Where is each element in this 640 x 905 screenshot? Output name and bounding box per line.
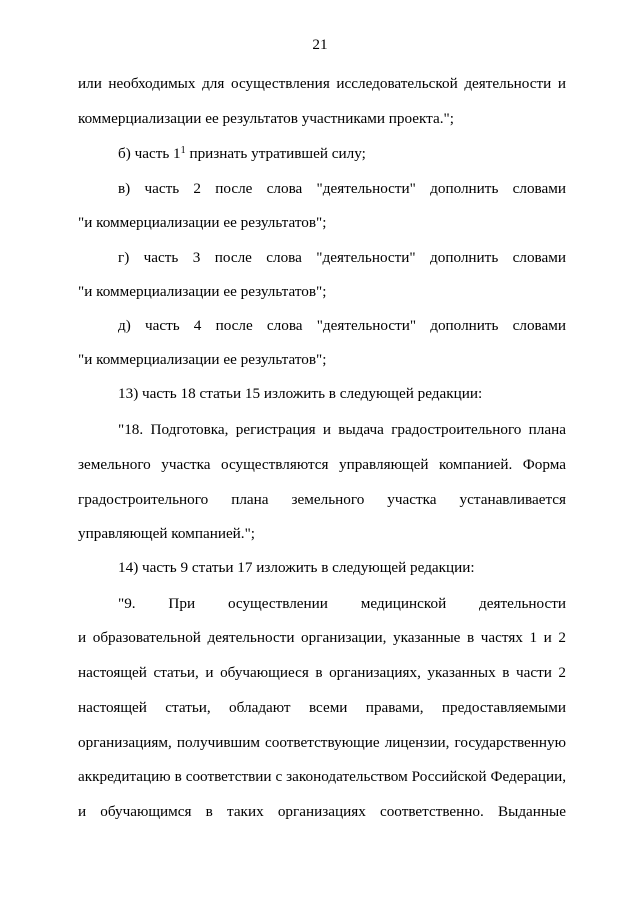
text-line: д) часть 4 после слова "деятельности" дополнить словами [118,317,566,334]
text-line: и образовательной деятельности организации, указанные в частях 1 и 2 [78,629,566,646]
text-segment: признать утратившей силу; [185,145,366,162]
text-line: г) часть 3 после слова "деятельности" дополнить словами [118,249,566,266]
text-line: 13) часть 18 статьи 15 изложить в следующей редакции: [118,385,483,402]
text-line: "и коммерциализации ее результатов"; [78,351,327,368]
text-line: в) часть 2 после слова "деятельности" дополнить словами [118,180,566,197]
text-line: настоящей статьи, и обучающиеся в организациях, указанных в части 2 [78,664,566,681]
text-line: градостроительного плана земельного участка устанавливается [78,491,566,508]
text-line: коммерциализации ее результатов участниками проекта."; [78,110,454,127]
text-line: земельного участка осуществляются управляющей компанией. Форма [78,456,566,473]
text-line: 14) часть 9 статьи 17 изложить в следующей редакции: [118,559,475,576]
text-line: аккредитацию в соответствии с законодательством Российской Федерации, [78,768,566,785]
page-number: 21 [312,36,328,53]
text-line: или необходимых для осуществления исследовательской деятельности и [78,75,566,92]
text-line [118,144,566,164]
text-line: организациям, получившим соответствующие лицензии, государственную [78,734,566,751]
superscript: 1 [180,145,186,156]
text-line: управляющей компанией."; [78,525,256,542]
text-segment: б) часть 1 [118,145,181,162]
text-line: "и коммерциализации ее результатов"; [78,214,327,231]
text-line: "и коммерциализации ее результатов"; [78,283,327,300]
text-line: "18. Подготовка, регистрация и выдача градостроительного плана [118,421,566,438]
text-line: и обучающимся в таких организациях соответственно. Выданные [78,803,566,820]
text-line: "9. При осуществлении медицинской деятельности [118,595,566,612]
text-line: настоящей статьи, обладают всеми правами, предоставляемыми [78,699,566,716]
